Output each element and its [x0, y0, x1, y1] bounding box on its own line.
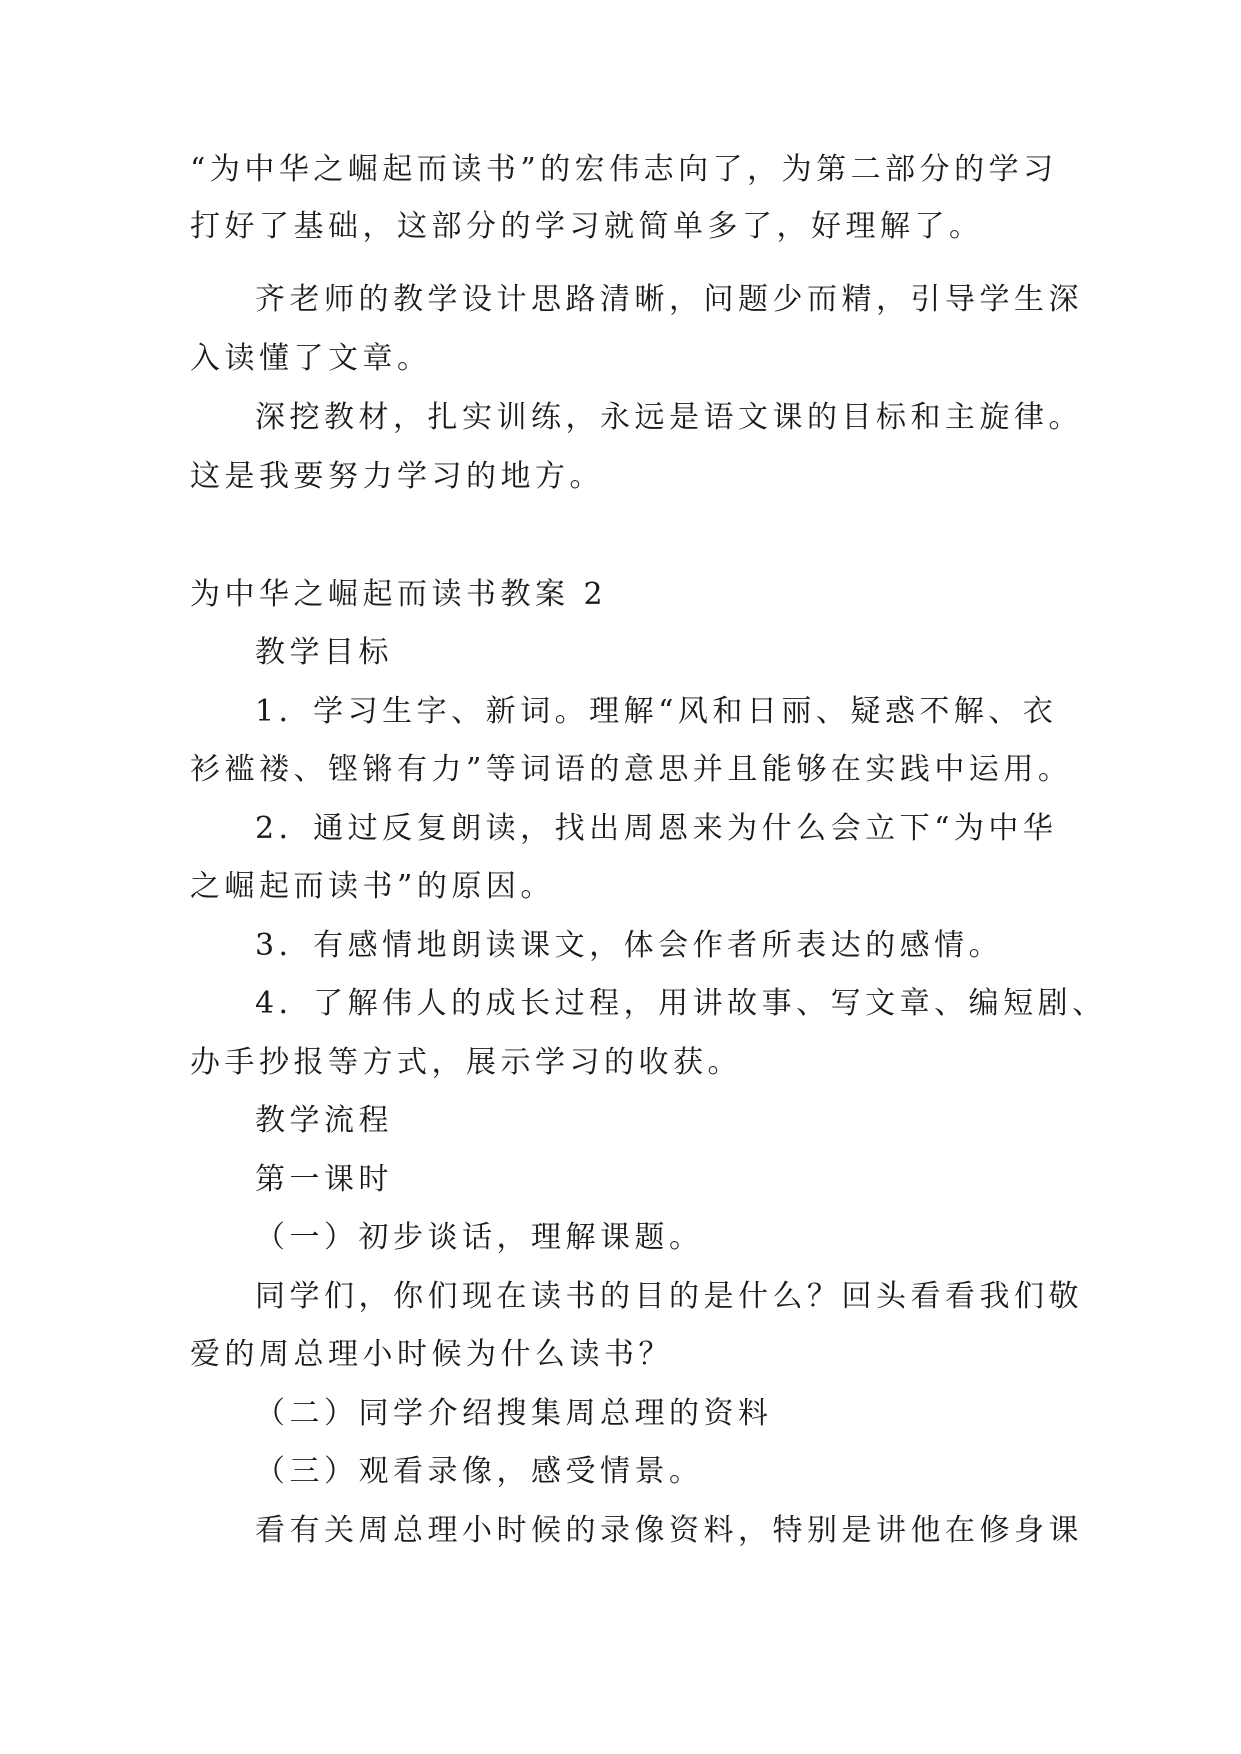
heading-teaching-process: 教学流程: [255, 1103, 393, 1138]
goal-item-continued: 办手抄报等方式，展示学习的收获。: [190, 1045, 742, 1080]
step-heading: （二）同学介绍搜集周总理的资料: [255, 1396, 773, 1431]
paragraph-line: 这是我要努力学习的地方。: [190, 459, 604, 494]
goal-item: 2．通过反复朗读，找出周恩来为什么会立下“为中华: [255, 811, 1058, 846]
paragraph-line: 齐老师的教学设计思路清晰，问题少而精，引导学生深: [255, 282, 1083, 317]
goal-item-continued: 之崛起而读书”的原因。: [190, 869, 555, 904]
paragraph-line: 打好了基础，这部分的学习就简单多了，好理解了。: [190, 209, 984, 244]
goal-item: 4．了解伟人的成长过程，用讲故事、写文章、编短剧、: [255, 986, 1107, 1021]
paragraph-line: 入读懂了文章。: [190, 341, 432, 376]
paragraph-line: 爱的周总理小时候为什么读书？: [190, 1337, 673, 1372]
goal-item-continued: 衫褴褛、铿锵有力”等词语的意思并且能够在实践中运用。: [190, 752, 1073, 787]
section-title: 为中华之崛起而读书教案 2: [190, 577, 608, 612]
heading-teaching-goals: 教学目标: [255, 635, 393, 670]
step-heading: （一）初步谈话，理解课题。: [255, 1220, 704, 1255]
step-heading: （三）观看录像，感受情景。: [255, 1454, 704, 1489]
paragraph-line: 同学们，你们现在读书的目的是什么？回头看看我们敬: [255, 1279, 1083, 1314]
goal-item: 1．学习生字、新词。理解“风和日丽、疑惑不解、衣: [255, 694, 1058, 729]
heading-first-lesson: 第一课时: [255, 1162, 393, 1197]
paragraph-line: “为中华之崛起而读书”的宏伟志向了，为第二部分的学习: [190, 152, 1058, 187]
paragraph-line: 深挖教材，扎实训练，永远是语文课的目标和主旋律。: [255, 400, 1083, 435]
goal-item: 3．有感情地朗读课文，体会作者所表达的感情。: [255, 928, 1004, 963]
paragraph-line: 看有关周总理小时候的录像资料，特别是讲他在修身课: [255, 1513, 1083, 1548]
